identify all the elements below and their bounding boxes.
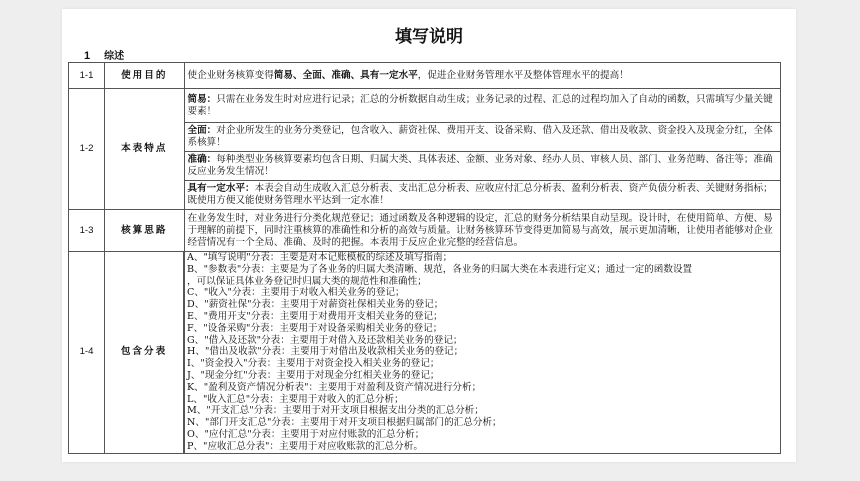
feature-head: 全面： — [187, 125, 217, 136]
bold-text: 简易、全面、准确、具有一定水平 — [273, 69, 418, 81]
list-item: J、"现金分红"分表：主要用于对现金分红相关业务的登记； — [187, 369, 440, 381]
row-label: 核算思路 — [105, 210, 185, 252]
feature-item — [184, 152, 781, 181]
row-number: 1-2 — [69, 89, 105, 210]
overview-table — [68, 62, 781, 454]
document-page — [62, 9, 796, 462]
table-row — [69, 252, 781, 454]
row-number: 1-3 — [69, 210, 105, 252]
feature-text: 本表会自动生成收入汇总分析表、支出汇总分析表、应收应付汇总分析表、盈利分析表、资产负债分析表、关键财务指标；既使用方便又能使财务管理水平达到一定水准！ — [187, 183, 773, 206]
list-item: P、"应收汇总分表"：主要用于对应收账款的汇总分析。 — [187, 440, 423, 452]
section-heading — [84, 47, 138, 62]
table-row — [69, 89, 781, 123]
list-item: H、"借出及收款"分表：主要用于对借出及收款相关业务的登记； — [187, 346, 464, 358]
text: 使企业财务核算变得 — [187, 69, 274, 81]
feature-text: 对企业所发生的业务分类登记，包含收入、薪资社保、费用开支、设备采购、借入及还款、借出及收款、资金投入及现金分红，全体系核算！ — [187, 125, 773, 148]
row-label: 使用目的 — [105, 63, 185, 89]
feature-head: 具有一定水平： — [187, 183, 255, 194]
list-item: F、"设备采购"分表：主要用于对设备采购相关业务的登记； — [187, 322, 443, 334]
row-number: 1-4 — [69, 252, 105, 454]
list-item: I、"资金投入"分表：主要用于对资金投入相关业务的登记； — [187, 358, 440, 370]
text: ，促进企业财务管理水平及整体管理水平的提高！ — [417, 69, 629, 81]
row-label: 本表特点 — [105, 89, 185, 210]
feature-head: 简易： — [187, 93, 217, 105]
feature-item — [184, 123, 781, 152]
page-title: 填写说明 — [395, 27, 463, 47]
row-number: 1-1 — [69, 63, 105, 89]
list-item: E、"费用开支"分表：主要用于对费用开支相关业务的登记； — [187, 310, 443, 322]
feature-head: 准确： — [187, 154, 217, 165]
feature-text: 只需在业务发生时对应进行记录；汇总的分析数据自动生成；业务记录的过程、汇总的过程均加入了自动的函数，只需填写少量关键要素！ — [187, 93, 773, 117]
section-number: 1 — [84, 50, 91, 62]
list-item: C、"收入"分表：主要用于对收入相关业务的登记； — [187, 287, 405, 299]
table-row — [69, 63, 781, 89]
list-item: L、"收入汇总"分表：主要用于对收入的汇总分析； — [187, 393, 404, 405]
list-item: O、"应付汇总"分表：主要用于对应付账款的汇总分析； — [187, 428, 425, 440]
list-item: D、"薪资社保"分表：主要用于对薪资社保相关业务的登记； — [187, 299, 444, 311]
list-item: M、"开支汇总"分表：主要用于对开支项目根据支出分类的汇总分析； — [187, 405, 484, 417]
sheet-list — [184, 252, 781, 454]
section-label: 综述 — [104, 51, 125, 62]
list-item: A、"填写说明"分表：主要是对本记账模板的综述及填写指南； — [187, 252, 453, 263]
feature-item — [184, 181, 781, 210]
row-label: 包含分表 — [105, 252, 185, 454]
row-content — [184, 63, 781, 89]
list-item: G、"借入及还款"分表：主要用于对借入及还款相关业务的登记； — [187, 334, 463, 346]
list-item: N、"部门开支汇总"分表：主要用于对开支项目根据归属部门的汇总分析； — [187, 417, 502, 429]
feature-item — [184, 89, 781, 123]
list-item: B、"参数表"分表：主要是为了各业务的归属大类清晰、规范，各业务的归属大类在本表进行定义；通过一定的函数设置 — [187, 263, 693, 275]
table-row — [69, 210, 781, 252]
row-content: 在业务发生时，对业务进行分类化规范登记；通过函数及各种逻辑的设定，汇总的财务分析结果自动呈现。设计时，在使用简单、方便、易于理解的前提下，同时注重核算的准确性和分析的高效与质量。让财务核算环节变得更加简易与高效，展示更加清晰，让使用者能够对企业经营情况有一个全局、准确、及时的把握。本表用于反应企业完整的经营信息。 — [184, 210, 781, 252]
feature-text: 每种类型业务核算要素均包含日期、归属大类、具体表述、金额、业务对象、经办人员、审核人员、部门、业务范畴、备注等；准确反应业务发生情况！ — [187, 154, 773, 177]
list-item: ，可以保证具体业务登记时归属大类的规范性和准确性； — [187, 275, 427, 287]
list-item: K、"盈利及资产情况分析表"：主要用于对盈利及资产情况进行分析； — [187, 381, 482, 393]
